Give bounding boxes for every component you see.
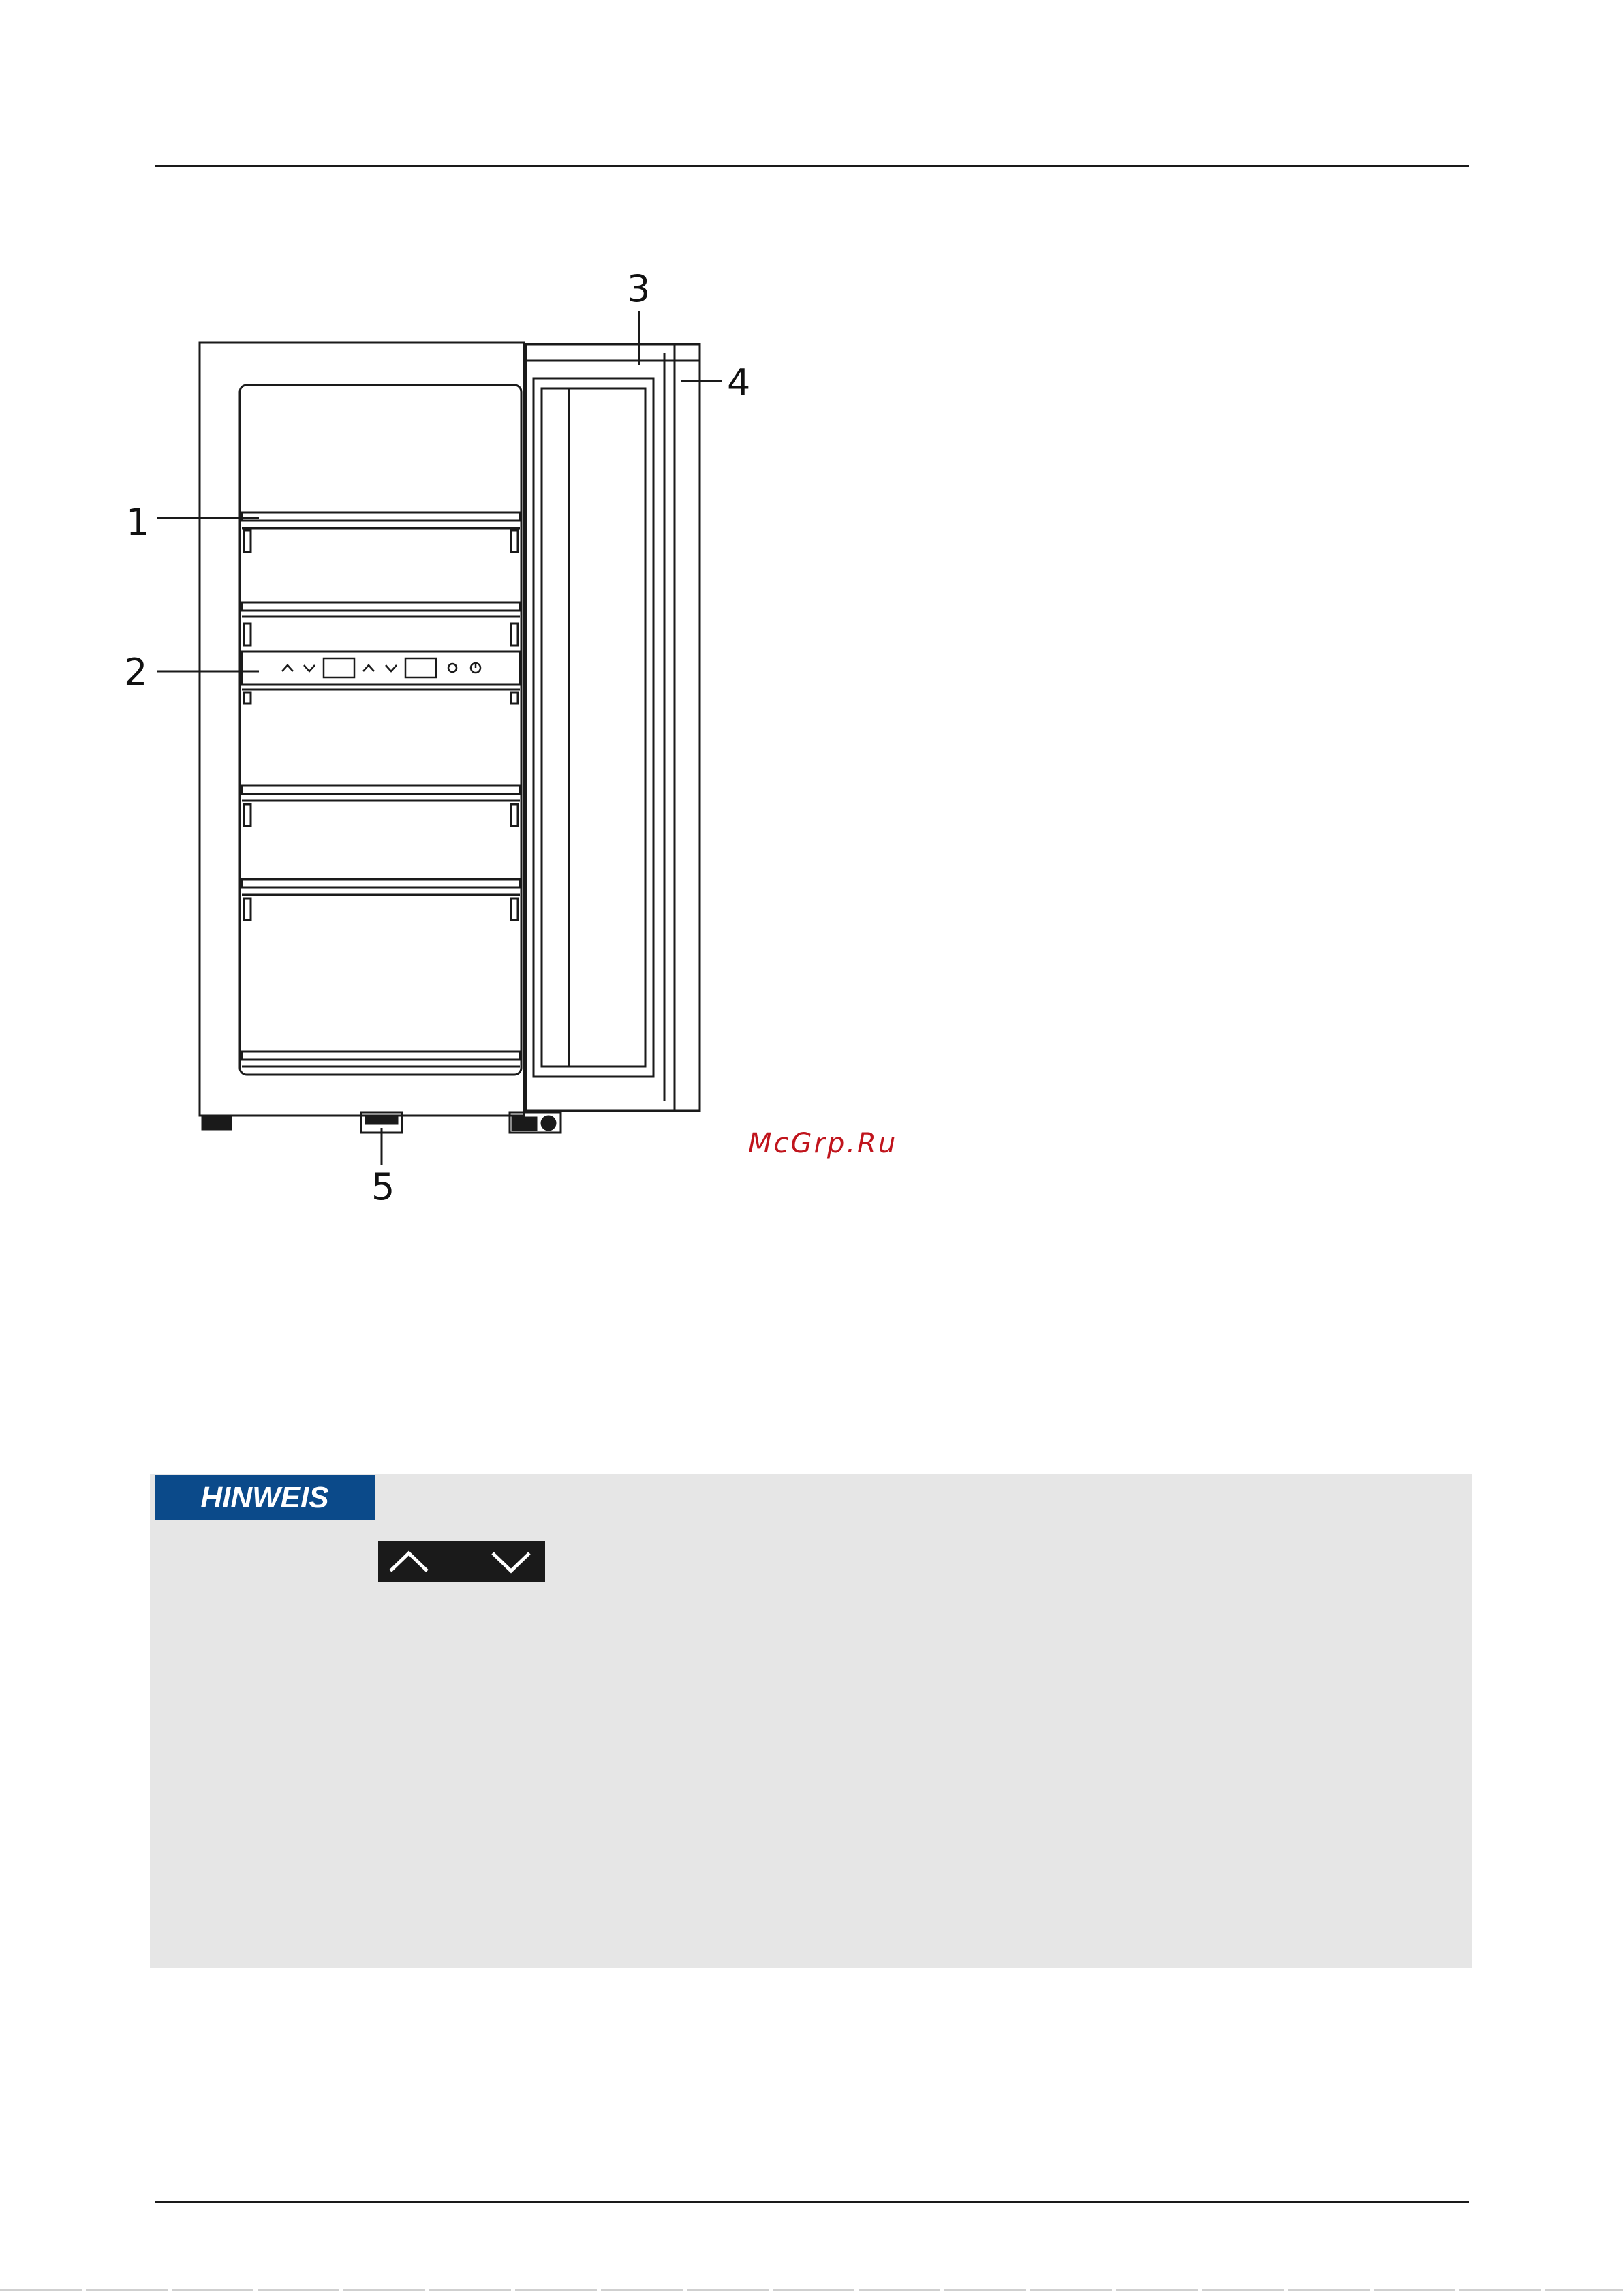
cabinet-interior xyxy=(240,385,521,1075)
callout-1: 1 xyxy=(126,501,150,544)
chevron-up-icon xyxy=(390,1553,427,1571)
chevron-down-icon xyxy=(493,1553,529,1571)
callout-4: 4 xyxy=(727,361,751,404)
shelf-3 xyxy=(242,786,520,826)
watermark: McGrp.Ru xyxy=(748,1128,898,1159)
note-box xyxy=(150,1474,1472,1968)
shelf-2 xyxy=(242,602,520,645)
callout-2: 2 xyxy=(124,651,148,694)
footer-rule xyxy=(155,2201,1469,2203)
open-door xyxy=(526,344,700,1111)
page-bottom-edge xyxy=(0,2284,1623,2296)
callout-3: 3 xyxy=(627,267,651,310)
shelf-4 xyxy=(242,879,520,920)
arrow-keys-graphic xyxy=(378,1541,545,1582)
control-panel-drawing xyxy=(242,652,520,703)
shelf-bottom xyxy=(242,1052,520,1067)
callout-5: 5 xyxy=(371,1165,395,1208)
note-badge: HINWEIS xyxy=(155,1475,375,1520)
cabinet-body xyxy=(200,343,524,1116)
shelf-1 xyxy=(242,512,520,552)
